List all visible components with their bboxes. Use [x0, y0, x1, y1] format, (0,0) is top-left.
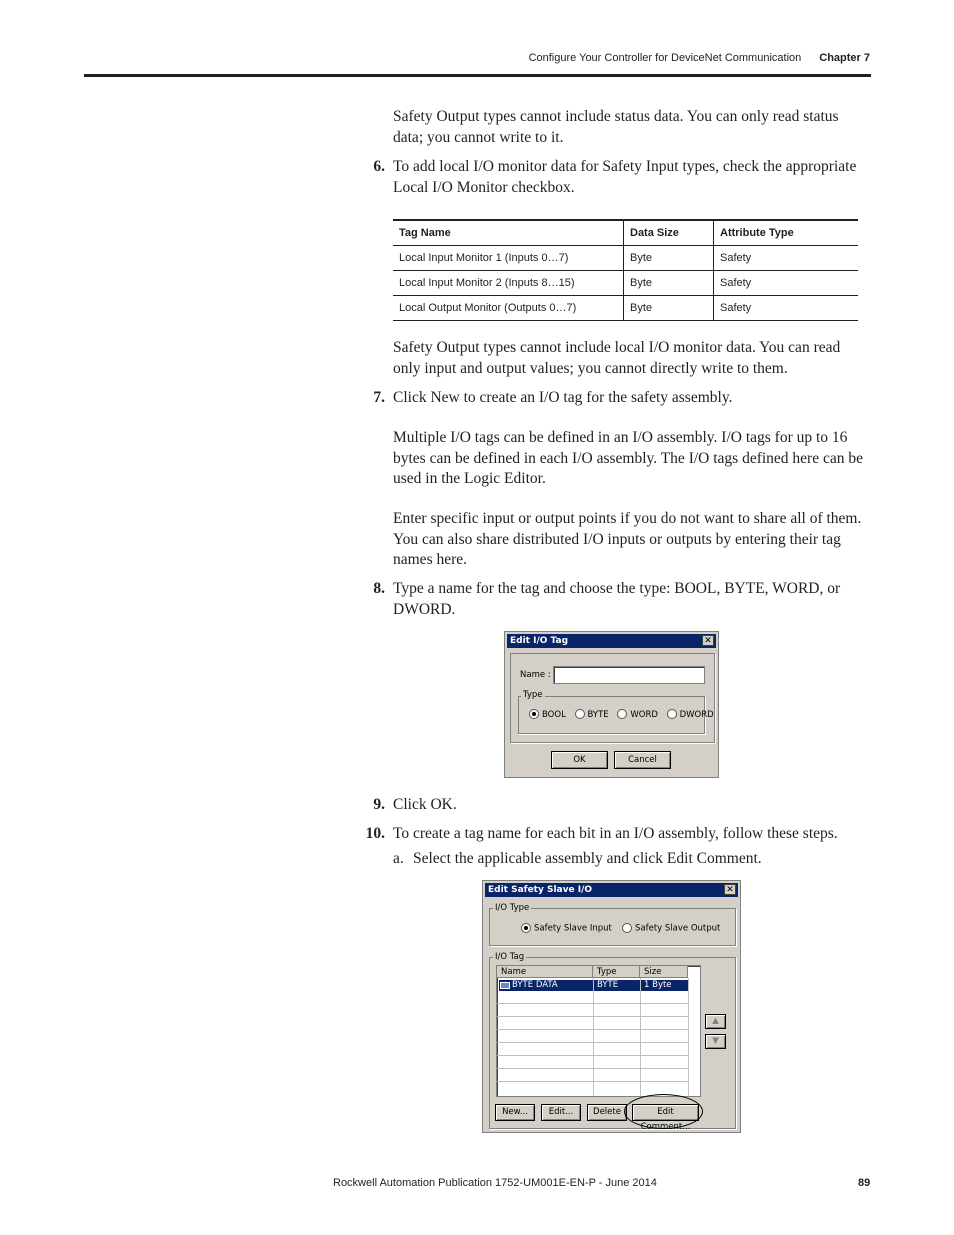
radio-icon: [622, 923, 632, 933]
cell: Local Input Monitor 2 (Inputs 8…15): [393, 271, 624, 296]
step-7-text: Click New to create an I/O tag for the safety assembly.: [393, 389, 733, 406]
step-6-text: To add local I/O monitor data for Safety Input types, check the appropriate Local I/O Monitor checkbox.: [393, 158, 857, 196]
radio-icon: [617, 709, 627, 719]
name-input[interactable]: [553, 666, 705, 684]
col-attribute-type: Attribute Type: [714, 220, 859, 246]
table-row: [393, 296, 858, 321]
radio-dword[interactable]: [667, 710, 714, 720]
edit-comment-button[interactable]: Edit Comment...: [632, 1104, 699, 1121]
step-10-number: 10.: [365, 825, 385, 842]
radio-bool-label: BOOL: [542, 709, 566, 720]
table-row: [393, 271, 858, 296]
move-down-button[interactable]: [705, 1034, 726, 1049]
cell: Local Output Monitor (Outputs 0…7): [393, 296, 624, 321]
local-io-monitor-table: [393, 219, 858, 321]
step-6-number: 6.: [373, 158, 385, 175]
cell: Local Input Monitor 1 (Inputs 0…7): [393, 246, 624, 271]
highlight-ellipse: [624, 1094, 703, 1129]
step-7-number: 7.: [373, 389, 385, 406]
header-title: Configure Your Controller for DeviceNet Communication: [528, 52, 802, 64]
page-number: 89: [858, 1177, 871, 1189]
step-8-text: Type a name for the tag and choose the type: BOOL, BYTE, WORD, or DWORD.: [393, 580, 841, 618]
cell: Byte: [624, 296, 714, 321]
grid-line: [497, 1068, 689, 1069]
name-label: Name :: [520, 670, 551, 680]
radio-safety-slave-output[interactable]: [622, 923, 720, 934]
column-header-size[interactable]: Size: [640, 966, 688, 978]
grid-line: [640, 978, 641, 1096]
io-tag-group-label: I/O Tag: [495, 952, 525, 962]
row-size: 1 Byte: [644, 980, 672, 990]
cell: Safety: [714, 246, 859, 271]
step-9-text: Click OK.: [393, 796, 457, 813]
dialog-title-bar: [507, 634, 716, 648]
tag-icon: [500, 982, 510, 989]
new-button[interactable]: New...: [495, 1104, 535, 1121]
header-chapter: Chapter 7: [819, 52, 870, 64]
radio-dword-label: DWORD: [679, 709, 714, 720]
step-10-text: To create a tag name for each bit in an I/O assembly, follow these steps.: [393, 825, 838, 842]
table-header-row: [393, 220, 858, 246]
cell: Byte: [624, 246, 714, 271]
delete-button[interactable]: Delete: [587, 1104, 627, 1121]
type-group-label: Type: [523, 690, 543, 700]
radio-selected-icon: [521, 923, 531, 933]
ok-button[interactable]: OK: [551, 751, 608, 769]
grid-line: [593, 978, 594, 1096]
arrow-down-icon: ▼: [712, 1036, 719, 1046]
cancel-button[interactable]: Cancel: [614, 751, 671, 769]
move-up-button[interactable]: [705, 1014, 726, 1029]
radio-icon: [667, 709, 677, 719]
io-type-group-label: I/O Type: [495, 903, 530, 913]
close-icon[interactable]: ✕: [724, 884, 736, 895]
radio-selected-icon: [529, 709, 539, 719]
radio-bool[interactable]: [529, 710, 566, 720]
grid-line: [497, 1029, 689, 1030]
radio-input-label: Safety Slave Input: [534, 923, 612, 934]
grid-line: [497, 1055, 689, 1056]
step-10a-text: Select the applicable assembly and click Edit Comment.: [413, 850, 762, 867]
radio-safety-slave-input[interactable]: [521, 923, 612, 934]
step-8-number: 8.: [373, 580, 385, 597]
radio-output-label: Safety Slave Output: [635, 923, 721, 934]
dialog-title: Edit I/O Tag: [510, 636, 569, 646]
row-type: BYTE: [597, 980, 619, 990]
edit-safety-slave-io-dialog: [482, 880, 741, 1133]
cell: Safety: [714, 296, 859, 321]
col-tag-name: Tag Name: [393, 220, 624, 246]
radio-icon: [575, 709, 585, 719]
io-tag-list[interactable]: [496, 965, 701, 1097]
para-multiple-tags: Multiple I/O tags can be defined in an I/O assembly. I/O tags for up to 16 bytes can be defined in each I/O assembly. The I/O tags defined here can be used in the Logic Editor.: [393, 429, 863, 487]
arrow-up-icon: ▲: [712, 1016, 719, 1026]
row-name: BYTE DATA: [512, 980, 558, 990]
cell: Byte: [624, 271, 714, 296]
table-row: [393, 246, 858, 271]
type-radio-row: [529, 709, 714, 720]
dialog-title: Edit Safety Slave I/O: [488, 885, 593, 895]
grid-line: [688, 978, 689, 1096]
step-9-number: 9.: [373, 796, 385, 813]
radio-word-label: WORD: [630, 709, 658, 720]
radio-word[interactable]: [617, 710, 658, 720]
step-10a-letter: a.: [393, 850, 404, 867]
column-header-type[interactable]: Type: [593, 966, 640, 978]
col-data-size: Data Size: [624, 220, 714, 246]
grid-line: [497, 1042, 689, 1043]
cell: Safety: [714, 271, 859, 296]
header-rule: [84, 74, 871, 77]
radio-byte[interactable]: [575, 710, 609, 720]
column-header-name[interactable]: Name: [497, 966, 593, 978]
edit-button[interactable]: Edit...: [541, 1104, 581, 1121]
grid-line: [497, 1081, 689, 1082]
para-specific-points: Enter specific input or output points if you do not want to share all of them. You can also share distributed I/O inputs or outputs by entering their tag names here.: [393, 510, 862, 568]
running-header: [529, 52, 870, 64]
grid-line: [497, 1003, 689, 1004]
para-status-data: Safety Output types cannot include status data. You can only read status data; you cannot write to it.: [393, 108, 839, 146]
footer-publication: Rockwell Automation Publication 1752-UM001E-EN-P - June 2014: [333, 1177, 657, 1189]
edit-io-tag-dialog: [504, 631, 719, 778]
close-icon[interactable]: ✕: [702, 635, 714, 646]
para-monitor-data: Safety Output types cannot include local I/O monitor data. You can read only input and output values; you cannot directly write to them.: [393, 339, 841, 377]
radio-byte-label: BYTE: [587, 709, 609, 720]
grid-line: [497, 1016, 689, 1017]
dialog-title-bar: [485, 883, 738, 897]
